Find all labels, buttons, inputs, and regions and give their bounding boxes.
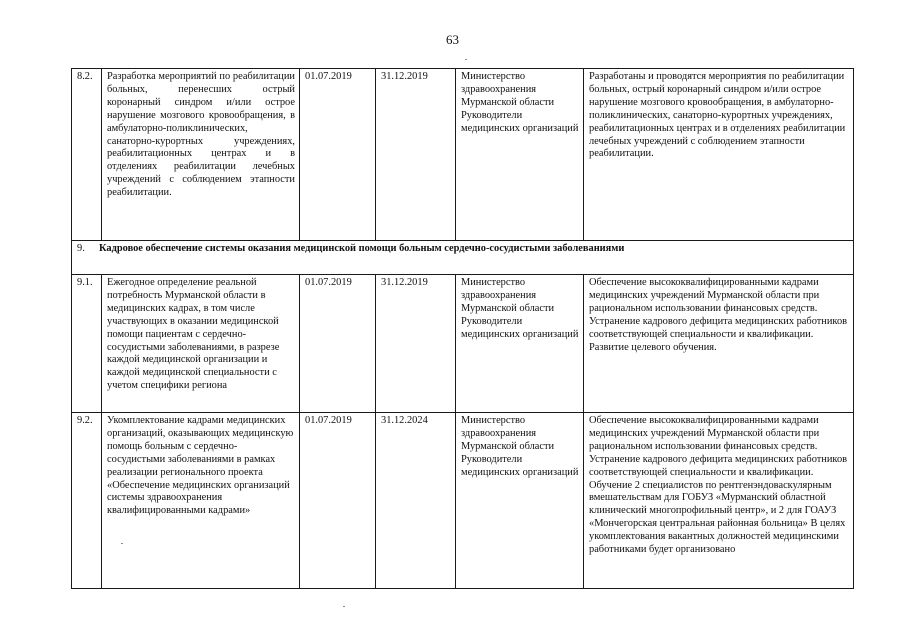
page-number: 63 [446,32,459,47]
table-row [72,69,854,241]
task-description: Укомплектование кадрами медицинских организаций, оказывающих медицинскую помощь больным с сердечно-сосудистыми заболеваниями в рамках реализации регионального проекта «Обеспечение медицинских организаций системы здравоохранения квалифицированными кадрами» [102,413,300,589]
start-date: 01.07.2019 [300,413,376,589]
start-date: 01.07.2019 [300,69,376,241]
section-header [72,241,854,275]
end-date: 31.12.2019 [376,275,456,413]
row-number: 9.1. [72,275,102,413]
section-title: Кадровое обеспечение системы оказания медицинской помощи больным сердечно-сосудистыми заболеваниями [99,243,625,254]
executor: Министерство здравоохранения Мурманской области Руководители медицинских организаций [456,69,584,241]
measures-table [71,68,854,589]
table-row [72,275,854,413]
task-description: Ежегодное определение реальной потребность Мурманской области в медицинских кадрах, в том числе участвующих в оказании медицинской помощи пациентам с сердечно-сосудистыми заболеваниями, в разрезе каждой медицинской организации и каждой медицинской специальности с учетом специфики региона [102,275,300,413]
section-header-row [72,241,854,275]
start-date: 01.07.2019 [300,275,376,413]
table-row [72,413,854,589]
scan-speck [465,59,467,60]
row-number: 9.2. [72,413,102,589]
scan-speck [343,606,345,607]
end-date: 31.12.2019 [376,69,456,241]
task-description: Разработка мероприятий по реабилитации больных, перенесших острый коронарный синдром и/или острое нарушение мозгового кровообращения, в амбулаторно-поликлинических, санаторно-курортных учреждениях, реабилитационных центрах и в отделениях реабилитации лечебных учреждений с соблюдением этапности реабилитации. [102,69,300,241]
executor: Министерство здравоохранения Мурманской области Руководители медицинских организаций [456,275,584,413]
expected-result: Обеспечение высококвалифицированными кадрами медицинских учреждений Мурманской области при рациональном использовании финансовых средств. Устранение кадрового дефицита медицинских работников соответствующей специальности и квалификации. Обучение 2 специалистов по рентгенэндоваскулярным вмешательствам для ГОБУЗ «Мурманский областной клинический многопрофильный центр», и 2 для ГОАУЗ «Мончегорская центральная районная больница» В целях укомплектования вакантных должностей медицинскими работниками будет организовано [584,413,854,589]
row-number: 8.2. [72,69,102,241]
executor: Министерство здравоохранения Мурманской области Руководители медицинских организаций [456,413,584,589]
scan-speck [121,543,123,544]
section-number: 9. [77,243,85,254]
expected-result: Разработаны и проводятся мероприятия по реабилитации больных, острый коронарный синдром и/или острое нарушение мозгового кровообращения, в амбулаторно-поликлинических, санаторно-курортных учреждениях, реабилитационных центрах и в отделениях реабилитации лечебных учреждений с соблюдением этапности реабилитации. [584,69,854,241]
expected-result: Обеспечение высококвалифицированными кадрами медицинских учреждений Мурманской области при рациональном использовании финансовых средств. Устранение кадрового дефицита медицинских работников соответствующей специальности и квалификации. Развитие целевого обучения. [584,275,854,413]
end-date: 31.12.2024 [376,413,456,589]
